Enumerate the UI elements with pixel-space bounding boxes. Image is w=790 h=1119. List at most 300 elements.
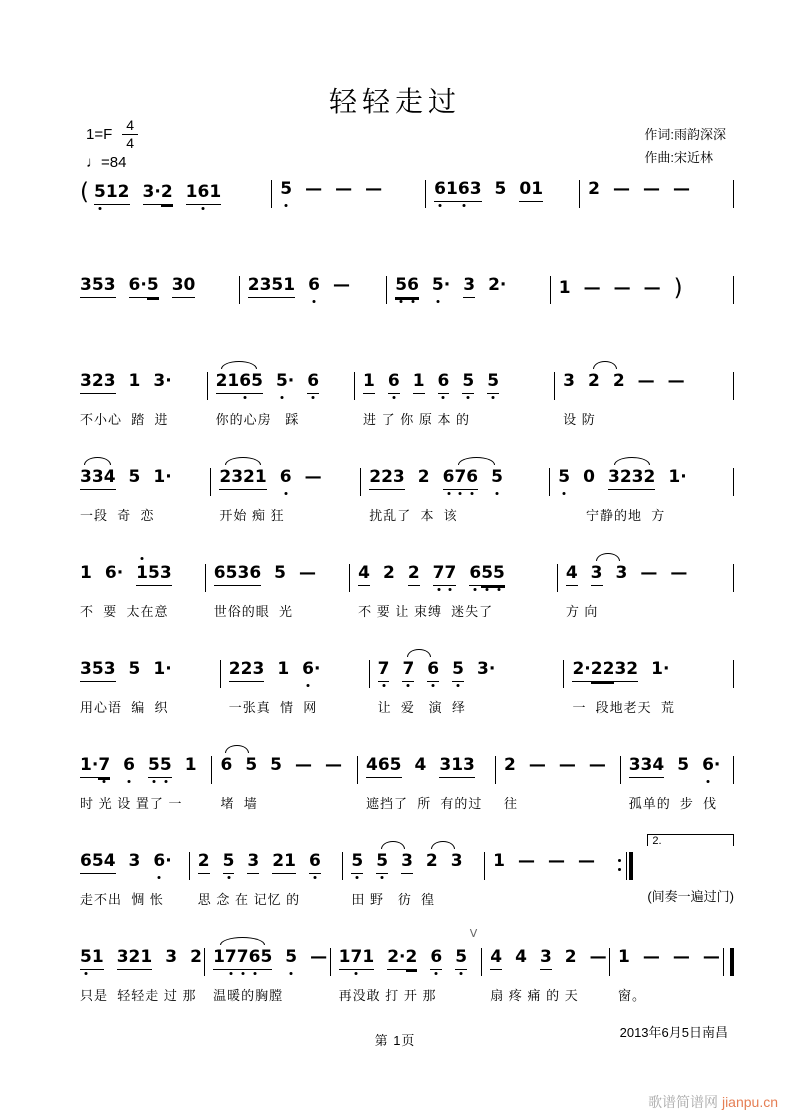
measure (482, 946, 609, 1005)
note-char: 3 (590, 563, 603, 583)
note-char: 2 (602, 659, 615, 679)
note-group (563, 370, 575, 393)
lyric-row: 一张真 情 网 (228, 700, 318, 715)
note-char: 3 (159, 563, 172, 583)
note-char: — (613, 278, 631, 298)
note-char: 6 (197, 182, 210, 202)
note-char: 0 (583, 467, 595, 487)
notes-row (566, 562, 725, 592)
note-group (548, 850, 565, 873)
note-char: 6 (249, 563, 262, 583)
note-char: 2 (425, 851, 438, 871)
note-char: 3 (539, 947, 552, 967)
measure (564, 658, 733, 717)
note-char: 5 (452, 659, 464, 679)
note-char: 6 (239, 371, 252, 391)
note-char: 5 (91, 851, 104, 871)
note-group (408, 562, 420, 586)
note-char: — (325, 755, 343, 775)
note-group (129, 850, 141, 873)
note-char: 2 (382, 563, 395, 583)
note-group (213, 946, 272, 970)
note-char: — (578, 851, 596, 871)
note-char: 5 (376, 851, 389, 871)
note-char: 6 (407, 275, 419, 295)
note-char: 6 (308, 851, 321, 871)
note-group (529, 754, 546, 777)
note-char: · (399, 947, 406, 967)
note-char: 1 (91, 947, 104, 967)
note-char: 4 (414, 755, 427, 775)
measure (350, 562, 557, 621)
notes-row (80, 274, 231, 304)
measure (580, 178, 733, 237)
note-group (674, 274, 683, 305)
note-char: 3 (128, 851, 141, 871)
note-char: 5 (93, 182, 106, 202)
note-char: 6 (469, 563, 482, 583)
note-char: 6 (434, 179, 446, 199)
lyric-row: 田 野 彷 徨 (351, 892, 436, 907)
note-char: 2 (272, 851, 285, 871)
notes-row (80, 658, 212, 688)
note-group (443, 466, 479, 490)
score-line (80, 364, 734, 460)
note-group (462, 370, 474, 394)
note-group (402, 658, 414, 682)
note-char: 1 (363, 371, 375, 391)
note-char: 4 (103, 851, 116, 871)
notes-row (588, 178, 725, 208)
note-group (495, 178, 507, 201)
note-group (588, 370, 600, 393)
note-group (148, 754, 172, 778)
note-group (566, 562, 578, 586)
notes-row (572, 658, 725, 688)
note-group (491, 466, 503, 489)
note-group (80, 850, 116, 874)
notes-row (80, 370, 199, 400)
note-char: 2 (564, 947, 577, 967)
note-group (351, 850, 363, 874)
note-char: · (165, 467, 172, 487)
barline (733, 276, 734, 304)
note-group (469, 562, 481, 586)
measure (343, 850, 484, 909)
note-char: 4 (358, 563, 370, 583)
note-char: 3 (463, 755, 475, 775)
note-group (223, 850, 235, 874)
note-char: 5 (481, 563, 494, 583)
note-char: 6 (427, 659, 440, 679)
note-group (153, 850, 171, 873)
note-char: 1 (153, 467, 166, 487)
note-char: 1 (185, 182, 198, 202)
note-group (305, 178, 322, 201)
volta-lyric: (间奏一遍过门) (647, 889, 734, 904)
note-group (433, 562, 457, 586)
note-char: 5 (128, 659, 141, 679)
note-char: 4 (515, 947, 527, 967)
measure (211, 466, 360, 525)
note-char: — (588, 755, 606, 775)
note-char: — (299, 563, 317, 583)
note-char: 6 (308, 275, 320, 295)
note-group (614, 658, 638, 682)
note-char: — (365, 179, 383, 199)
lyric-row: 不小心 踏 进 (80, 412, 169, 427)
measure (80, 274, 239, 333)
lyric-row: 往 (504, 796, 519, 811)
notes-row (504, 754, 612, 784)
measure (80, 850, 189, 909)
note-char: 7 (236, 947, 249, 967)
note-group (451, 850, 463, 873)
note-char: 2 (488, 275, 500, 295)
note-group (129, 658, 141, 681)
note-char: — (332, 275, 350, 295)
note-char: 7 (432, 563, 445, 583)
note-char: 7 (350, 947, 363, 967)
note-group (493, 850, 505, 873)
note-group (165, 946, 177, 969)
note-char: 1 (80, 755, 92, 775)
lyric-row: 进 了 你 原 本 的 (363, 412, 471, 427)
note-group (418, 466, 430, 489)
note-group (369, 466, 405, 490)
note-group (80, 178, 89, 209)
note-char: 1 (412, 371, 425, 391)
note-char: 5 (395, 275, 408, 295)
lyric-row: 窗。 (618, 988, 647, 1003)
note-char: 6 (437, 371, 450, 391)
notes-row (378, 658, 556, 688)
note-char: — (670, 563, 688, 583)
note-group (427, 658, 439, 682)
lyric-row: 温暖的胸膛 (213, 988, 284, 1003)
note-char: 3 (231, 467, 244, 487)
note-group (387, 946, 405, 970)
note-group (161, 181, 173, 205)
note-char: 1 (446, 179, 458, 199)
date-place: 2013年6月5日南昌 (619, 1025, 728, 1040)
measure (212, 754, 356, 813)
measure (621, 754, 733, 813)
note-char: 5 (251, 371, 263, 391)
note-char: 2 (240, 659, 253, 679)
note-char: 3 (401, 851, 413, 871)
note-char: 3 (103, 371, 116, 391)
note-group (247, 850, 259, 874)
lyric-row: 一 段地老天 荒 (572, 700, 675, 715)
note-group (608, 466, 655, 490)
measure (355, 370, 554, 429)
lyric-row (434, 217, 571, 237)
note-group (640, 562, 657, 585)
note-char: — (637, 371, 655, 391)
note-char: 5 (148, 563, 160, 583)
note-char: — (642, 947, 660, 967)
note-char: 5 (260, 947, 273, 967)
note-char: — (589, 947, 607, 967)
score-line (80, 652, 734, 748)
note-group (216, 370, 263, 394)
notes-row (80, 946, 202, 976)
lyric-row (588, 217, 725, 237)
measure (80, 466, 210, 525)
note-group (248, 274, 295, 298)
note-group (591, 562, 603, 586)
note-char: 6 (387, 371, 400, 391)
note-group (558, 466, 570, 489)
time-signature: 4 4 (122, 118, 138, 150)
note-char: 3 (80, 659, 92, 679)
note-char: 1 (362, 947, 375, 967)
key-tempo-block (86, 118, 138, 171)
note-char: ( (80, 179, 89, 205)
note-group (186, 181, 222, 205)
lyric-row: 世俗的眼 光 (213, 604, 294, 619)
note-char: 5 (91, 659, 104, 679)
note-group (333, 274, 350, 297)
note-char: 5 (462, 371, 475, 391)
note-group (219, 466, 266, 490)
notes-row (213, 946, 328, 976)
note-char: — (672, 179, 690, 199)
note-char: — (558, 755, 576, 775)
note-char: 5 (222, 851, 235, 871)
note-char: 6 (466, 467, 479, 487)
note-char: 1 (80, 563, 92, 583)
watermark-site: 歌谱简谱网 (648, 1094, 722, 1110)
note-char: · (488, 659, 496, 679)
note-group (590, 946, 607, 969)
measure (80, 562, 205, 621)
note-char: · (584, 659, 591, 679)
note-char: 5 (351, 851, 364, 871)
lyricist-credit: 作词:雨韵深深 (644, 127, 726, 142)
notes-row (434, 178, 571, 208)
note-char: 5 (280, 179, 293, 199)
note-char: 3 (563, 371, 575, 391)
measure (221, 658, 369, 717)
note-char: · (140, 275, 147, 295)
lyric-row: 设 防 (563, 412, 596, 427)
note-group (365, 178, 382, 201)
note-char: 6 (702, 755, 714, 775)
tempo-marking: ♩=84 (86, 154, 127, 172)
note-char: 2 (160, 182, 173, 202)
note-char: 1 (136, 563, 148, 583)
note-group (94, 181, 130, 205)
note-char: 2 (190, 947, 202, 967)
notes-row (80, 466, 202, 496)
note-group (274, 562, 286, 585)
note-group (80, 370, 116, 394)
notes-row (395, 274, 542, 304)
note-group (153, 658, 171, 681)
composer-credit: 作曲:宋近林 (644, 149, 713, 165)
measure (550, 466, 733, 525)
measure (387, 274, 550, 333)
note-group (406, 946, 418, 970)
note-char: 6 (220, 755, 233, 775)
note-group (504, 754, 516, 777)
measure (426, 178, 579, 237)
note-group (432, 274, 450, 297)
note-group (673, 178, 690, 201)
note-group (518, 850, 535, 873)
note-group (363, 370, 375, 394)
note-char: 2 (405, 947, 418, 967)
note-char: · (165, 851, 172, 871)
notes-row (369, 466, 541, 496)
note-group (214, 562, 261, 586)
note-char: 1 (140, 947, 153, 967)
note-group (272, 850, 296, 874)
note-char: 5 (493, 563, 505, 583)
note-char: 4 (103, 467, 116, 487)
measure (370, 658, 564, 717)
note-group (80, 466, 116, 490)
note-group (302, 658, 320, 681)
note-group (490, 946, 502, 970)
note-char: 0 (183, 275, 196, 295)
note-char: 2 (197, 851, 210, 871)
note-char: 3 (614, 659, 627, 679)
note-char: 1 (651, 659, 663, 679)
notes-row (214, 562, 341, 592)
note-group (583, 466, 595, 489)
note-char: 3 (116, 947, 129, 967)
note-char: 3 (640, 755, 653, 775)
note-char: 5 (146, 275, 159, 295)
measure (551, 274, 733, 333)
note-group (276, 370, 294, 393)
note-char: 2 (626, 659, 639, 679)
note-char: — (528, 755, 546, 775)
note-group (430, 946, 442, 970)
note-group (172, 274, 196, 298)
measure (610, 946, 723, 1005)
note-group (308, 274, 320, 297)
note-group (299, 562, 316, 585)
volta-label: 2. (652, 835, 662, 847)
note-group (80, 946, 104, 970)
lyric-row: 让 爱 演 绎 (377, 700, 466, 715)
note-char: 3 (392, 467, 405, 487)
note-char: — (518, 851, 536, 871)
lyric-row: 只是 轻轻走 过 那 (80, 988, 197, 1003)
measure (555, 370, 733, 429)
note-char: · (91, 755, 99, 775)
note-char: 6 (213, 563, 226, 583)
lyric-row: 用心语 编 织 (80, 700, 169, 715)
notes-row (80, 850, 181, 880)
lyric-row (80, 217, 263, 237)
note-group (80, 274, 116, 298)
note-group (229, 658, 265, 682)
note-char: 1 (493, 851, 506, 871)
note-char: 4 (652, 755, 665, 775)
note-group (415, 754, 427, 777)
note-group (668, 370, 685, 393)
volta-bracket (647, 834, 734, 846)
note-char: 2 (117, 182, 130, 202)
score-line (80, 835, 734, 940)
note-char: 2 (128, 947, 141, 967)
note-group (98, 754, 110, 778)
note-char: 4 (565, 563, 578, 583)
measure (80, 370, 207, 429)
note-char: 3 (607, 467, 620, 487)
note-char: 1 (338, 947, 351, 967)
note-char: ) (673, 275, 683, 301)
note-group (129, 274, 147, 298)
note-group (455, 946, 467, 970)
note-char: 2 (381, 467, 393, 487)
note-char: — (643, 278, 661, 298)
score-line (80, 172, 734, 268)
note-group (638, 370, 655, 393)
note-char: · (314, 659, 321, 679)
note-char: 1 (531, 179, 544, 199)
note-char: 1 (153, 659, 166, 679)
notes-row (248, 274, 379, 304)
note-char: 5 (558, 467, 571, 487)
note-char: 3 (615, 563, 628, 583)
barline (733, 468, 734, 496)
note-char: 2 (587, 371, 600, 391)
note-group (644, 277, 661, 300)
note-group (481, 562, 505, 586)
note-group (439, 754, 475, 778)
note-char: — (305, 179, 323, 199)
note-char: — (672, 947, 690, 967)
note-char: 3 (237, 563, 250, 583)
barline (733, 756, 734, 784)
note-group (339, 946, 375, 970)
note-char: 3 (450, 851, 463, 871)
note-char: — (667, 371, 685, 391)
note-group (670, 562, 687, 585)
note-char: 3 (439, 755, 452, 775)
measure (80, 946, 204, 1005)
note-char: 5 (275, 371, 288, 391)
note-char: 5 (225, 563, 238, 583)
notes-row (229, 658, 361, 688)
note-group (270, 754, 282, 777)
note-group (220, 754, 232, 777)
note-char: 3 (476, 659, 489, 679)
measure (485, 850, 614, 909)
breath-mark: V (469, 927, 478, 940)
note-char: 1 (128, 371, 141, 391)
note-char: 3 (247, 851, 260, 871)
note-char: 6 (104, 563, 117, 583)
note-group (335, 178, 352, 201)
note-char: 2 (243, 467, 255, 487)
note-group (358, 562, 370, 586)
note-char: 1 (184, 755, 197, 775)
note-char: 6 (248, 947, 261, 967)
note-char: 5 (285, 947, 298, 967)
note-char: · (165, 371, 172, 391)
note-group (651, 658, 669, 681)
lyric-row: 一段 奇 恋 (80, 508, 155, 523)
measure (240, 274, 387, 333)
note-group (589, 754, 606, 777)
